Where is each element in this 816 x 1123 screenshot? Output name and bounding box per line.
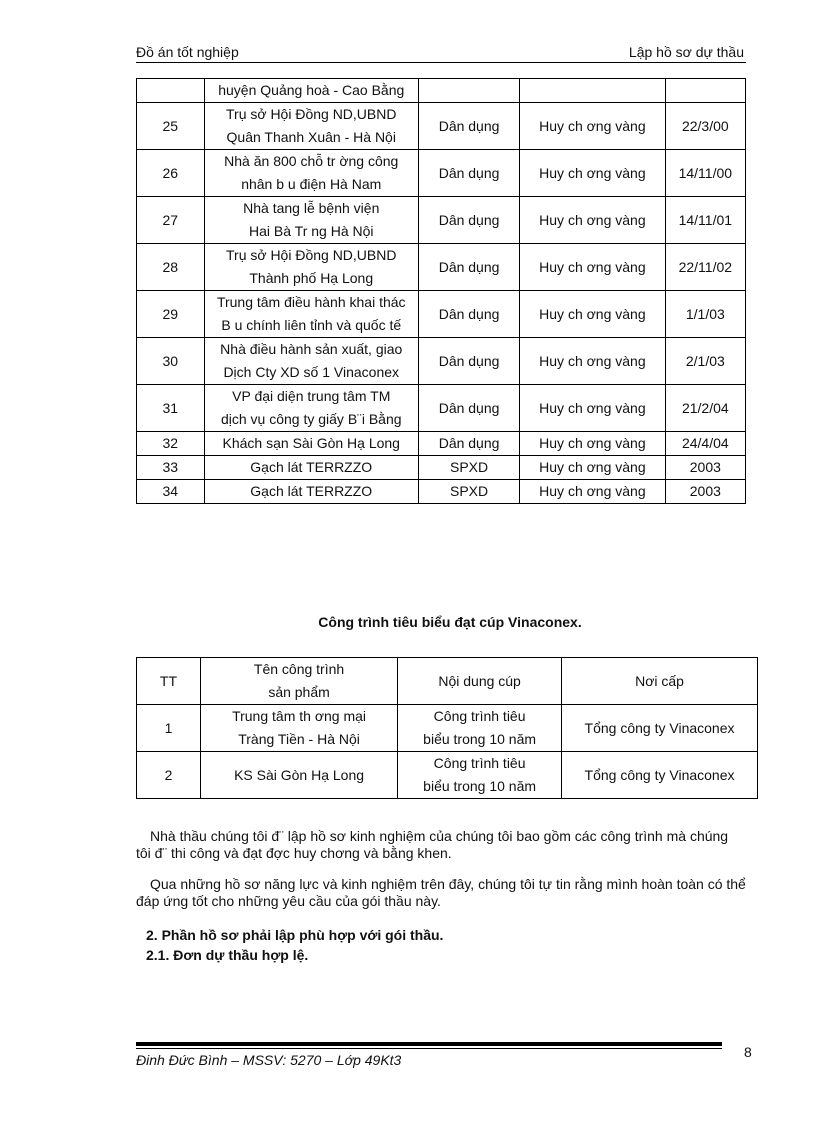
project-name: huyện Quảng hoà - Cao Bằng — [204, 79, 418, 103]
col-header-name: Tên công trình sản phẩm — [200, 658, 397, 705]
table-row: 1 Trung tâm th ơng mại Tràng Tiền - Hà Nội Công trình tiêu biểu trong 10 năm Tổng công ty Vinaconex — [137, 705, 758, 752]
table-row: 26 Nhà ăn 800 chỗ tr ờng công nhân b u điện Hà Nam Dân dụng Huy ch ơng vàng 14/11/00 — [137, 150, 746, 197]
table-header-row — [137, 658, 758, 705]
col-header-tt: TT — [137, 658, 201, 705]
table-row: 31 VP đại diện trung tâm TM dịch vụ công ty giấy B¨i Bằng Dân dụng Huy ch ơng vàng 21/2/04 — [137, 385, 746, 432]
table-row: 27 Nhà tang lễ bệnh viện Hai Bà Tr ng Hà Nội Dân dụng Huy ch ơng vàng 14/11/01 — [137, 197, 746, 244]
header-rule — [136, 62, 746, 63]
awards-table — [136, 78, 746, 504]
footer-author: Đinh Đức Bình – MSSV: 5270 – Lớp 49Kt3 — [136, 1052, 402, 1068]
table-row: 30 Nhà điều hành sản xuất, giao Dịch Cty XD số 1 Vinaconex Dân dụng Huy ch ơng vàng 2/1/03 — [137, 338, 746, 385]
table-row — [137, 79, 746, 103]
page-number: 8 — [744, 1044, 752, 1060]
vinaconex-cup-table — [136, 657, 758, 799]
table-row: 33 Gạch lát TERRZZO SPXD Huy ch ơng vàng 2003 — [137, 456, 746, 480]
table-row: 2 KS Sài Gòn Hạ Long Công trình tiêu biểu trong 10 năm Tổng công ty Vinaconex — [137, 752, 758, 799]
header-right: Lập hồ sơ dự thầu — [628, 44, 744, 60]
section-heading: 2. Phần hồ sơ phải lập phù hợp với gói thầu. — [146, 927, 444, 943]
col-header-content: Nội dung cúp — [398, 658, 562, 705]
col-header-issuer: Nơi cấp — [562, 658, 758, 705]
table-row: 32 Khách sạn Sài Gòn Hạ Long Dân dụng Huy ch ơng vàng 24/4/04 — [137, 432, 746, 456]
table-row: 25 Trụ sở Hội Đồng ND,UBND Quân Thanh Xuân - Hà Nội Dân dụng Huy ch ơng vàng 22/3/00 — [137, 103, 746, 150]
footer-rule-thin — [136, 1048, 722, 1049]
paragraph: Nhà thầu chúng tôi đ¨ lập hồ sơ kinh nghiệm của chúng tôi bao gồm các công trình mà chúng tôi đ¨ thi công và đạt đợc huy chơng và bằng khen. — [136, 828, 729, 861]
table-row: 28 Trụ sở Hội Đồng ND,UBND Thành phố Hạ Long Dân dụng Huy ch ơng vàng 22/11/02 — [137, 244, 746, 291]
section-caption: Công trình tiêu biểu đạt cúp Vinaconex. — [318, 614, 582, 630]
paragraph: Qua những hồ sơ năng lực và kinh nghiệm trên đây, chúng tôi tự tin rằng mình hoàn toàn có thể đáp ứng tốt cho những yêu cầu của gói thầu này. — [136, 876, 746, 909]
subsection-heading: 2.1. Đơn dự thầu hợp lệ. — [146, 947, 309, 963]
footer-rule-thick — [136, 1042, 722, 1046]
header-left: Đồ án tốt nghiệp — [136, 44, 239, 60]
table-row: 29 Trung tâm điều hành khai thác B u chính liên tỉnh và quốc tế Dân dụng Huy ch ơng vàng 1/1/03 — [137, 291, 746, 338]
table-row: 34 Gạch lát TERRZZO SPXD Huy ch ơng vàng 2003 — [137, 480, 746, 504]
